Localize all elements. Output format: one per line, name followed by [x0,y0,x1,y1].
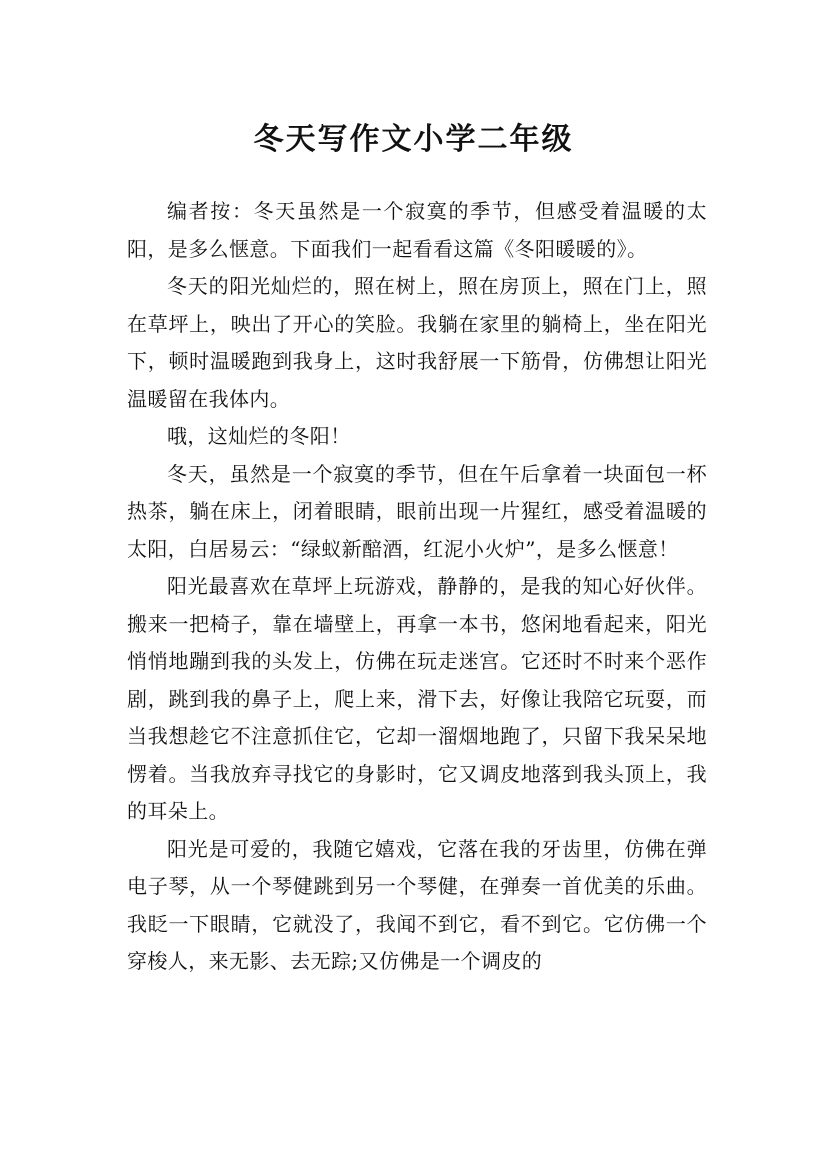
document-body [127,193,707,981]
document-title: 冬天写作文小学二年级 [253,122,574,158]
paragraph: 冬天的阳光灿烂的，照在树上，照在房顶上，照在门上，照在草坪上，映出了开心的笑脸。我躺在家里的躺椅上，坐在阳光下，顿时温暖跑到我身上，这时我舒展一下筋骨，仿佛想让阳光温暖留在我体内。 [127,274,707,411]
paragraph-editor-note: 编者按：冬天虽然是一个寂寞的季节，但感受着温暖的太阳，是多么惬意。下面我们一起看看这篇《冬阳暖暖的》。 [127,199,707,261]
paragraph: 哦，这灿烂的冬阳！ [167,424,351,448]
paragraph: 阳光最喜欢在草坪上玩游戏，静静的，是我的知心好伙伴。搬来一把椅子，靠在墙壁上，再拿一本书，悠闲地看起来，阳光悄悄地蹦到我的头发上，仿佛在玩走迷宫。它还时不时来个恶作剧，跳到我的鼻子上，爬上来，滑下去，好像让我陪它玩耍，而当我想趁它不注意抓住它，它却一溜烟地跑了，只留下我呆呆地愣着。当我放弃寻找它的身影时，它又调皮地落到我头顶上，我的耳朵上。 [127,574,707,823]
paragraph: 冬天，虽然是一个寂寞的季节，但在午后拿着一块面包一杯热茶，躺在床上，闭着眼睛，眼前出现一片猩红，感受着温暖的太阳，白居易云：“绿蚁新醅酒，红泥小火炉”，是多么惬意！ [127,461,707,561]
paragraph: 阳光是可爱的，我随它嬉戏，它落在我的牙齿里，仿佛在弹电子琴，从一个琴健跳到另一个琴健，在弹奏一首优美的乐曲。我眨一下眼睛，它就没了，我闻不到它，看不到它。它仿佛一个穿梭人，来无影、去无踪;又仿佛是一个调皮的 [127,836,707,973]
